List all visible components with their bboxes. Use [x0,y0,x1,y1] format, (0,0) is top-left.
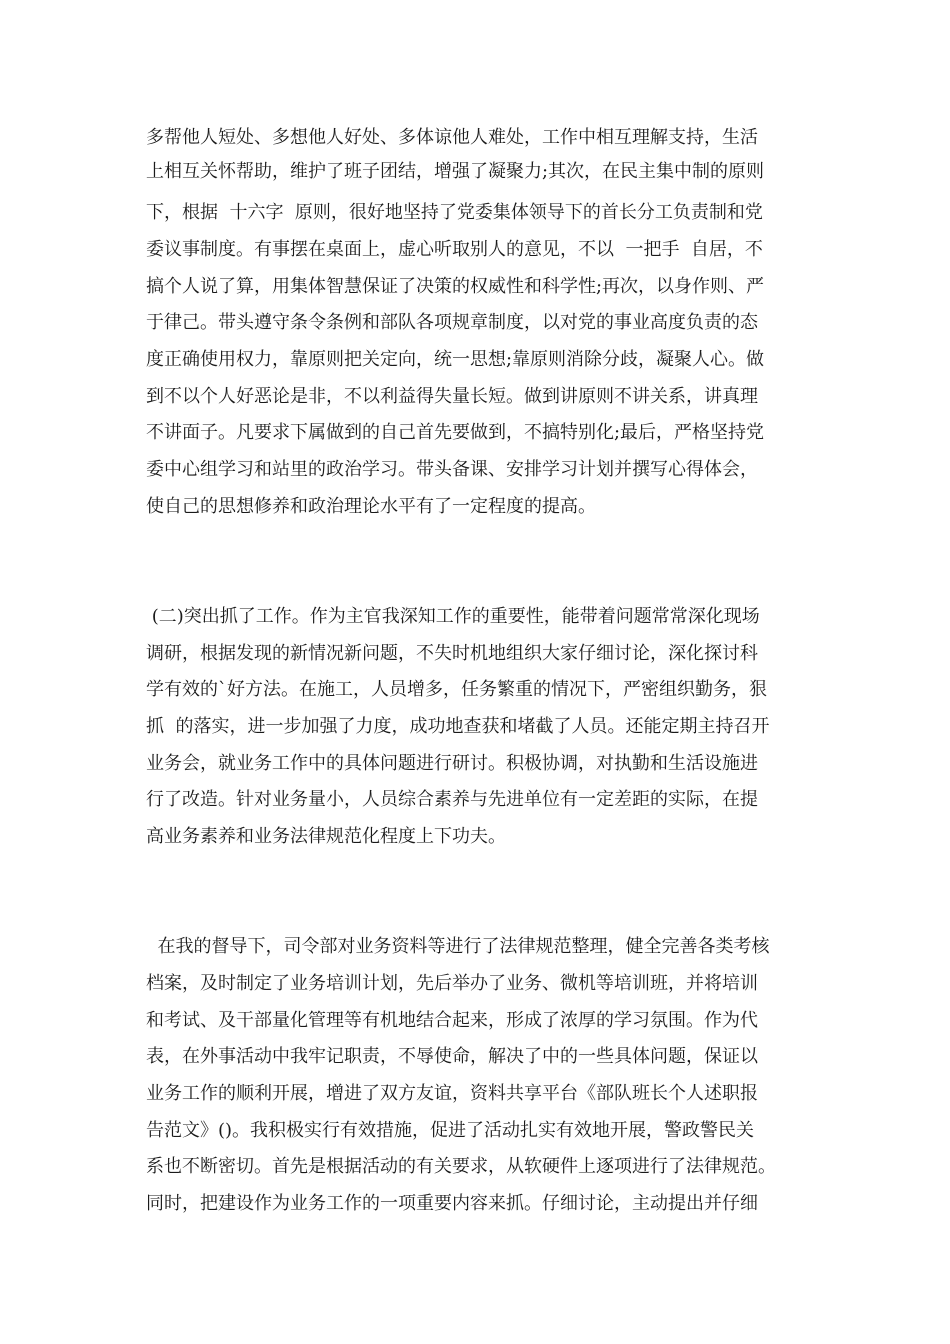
text-line: 在我的督导下，司令部对业务资料等进行了法律规范整理，健全完善各类考核 [146,936,770,957]
text-line: 使自己的思想修养和政治理论水平有了一定程度的提高。 [146,496,596,517]
text-line: 抓 的落实，进一步加强了力度，成功地查获和堵截了人员。还能定期主持召开 [146,716,770,737]
text-line: 度正确使用权力，靠原则把关定向，统一思想;靠原则消除分歧，凝聚人心。做 [146,349,765,370]
text-line: 行了改造。针对业务量小，人员综合素养与先进单位有一定差距的实际，在提 [146,789,758,810]
text-line: 档案，及时制定了业务培训计划，先后举办了业务、微机等培训班，并将培训 [146,973,758,994]
text-line: 委议事制度。有事摆在桌面上，虚心听取别人的意见，不以 一把手 自居，不 [146,239,763,260]
text-line: 下，根据 十六字 原则，很好地坚持了党委集体领导下的首长分工负责制和党 [146,202,763,223]
text-line: 和考试、及干部量化管理等有机地结合起来，形成了浓厚的学习氛围。作为代 [146,1010,758,1031]
text-line: 同时，把建设作为业务工作的一项重要内容来抓。仔细讨论，主动提出并仔细 [146,1193,758,1214]
text-line: 不讲面子。凡要求下属做到的自己首先要做到，不搞特别化;最后，严格坚持党 [146,422,765,443]
text-line: 到不以个人好恶论是非，不以利益得失量长短。做到讲原则不讲关系，讲真理 [146,386,758,407]
text-line: 业务工作的顺利开展，增进了双方友谊，资料共享平台《部队班长个人述职报 [146,1083,758,1104]
text-line: 搞个人说了算，用集体智慧保证了决策的权威性和科学性;再次，以身作则、严 [146,276,765,297]
text-line: 表，在外事活动中我牢记职责，不辱使命，解决了中的一些具体问题，保证以 [146,1046,758,1067]
text-line: 高业务素养和业务法律规范化程度上下功夫。 [146,826,506,847]
text-line: 调研，根据发现的新情况新问题，不失时机地组织大家仔细讨论，深化探讨科 [146,643,758,664]
text-line: 委中心组学习和站里的政治学习。带头备课、安排学习计划并撰写心得体会， [146,459,758,480]
text-line: 学有效的`好方法。在施工，人员增多，任务繁重的情况下，严密组织勤务，狠 [146,679,767,700]
text-line: 上相互关怀帮助，维护了班子团结，增强了凝聚力;其次，在民主集中制的原则 [146,161,765,182]
text-line: 业务会，就业务工作中的具体问题进行研讨。积极协调，对执勤和生活设施进 [146,753,758,774]
text-line: 告范文》()。我积极实行有效措施，促进了活动扎实有效地开展，警政警民关 [146,1120,755,1141]
text-line: 系也不断密切。首先是根据活动的有关要求，从软硬件上逐项进行了法律规范。 [146,1156,776,1177]
text-line: 于律己。带头遵守条令条例和部队各项规章制度，以对党的事业高度负责的态 [146,312,758,333]
text-line: (二)突出抓了工作。作为主官我深知工作的重要性，能带着问题常常深化现场 [146,606,760,627]
text-line: 多帮他人短处、多想他人好处、多体谅他人难处，工作中相互理解支持，生活 [146,127,758,148]
